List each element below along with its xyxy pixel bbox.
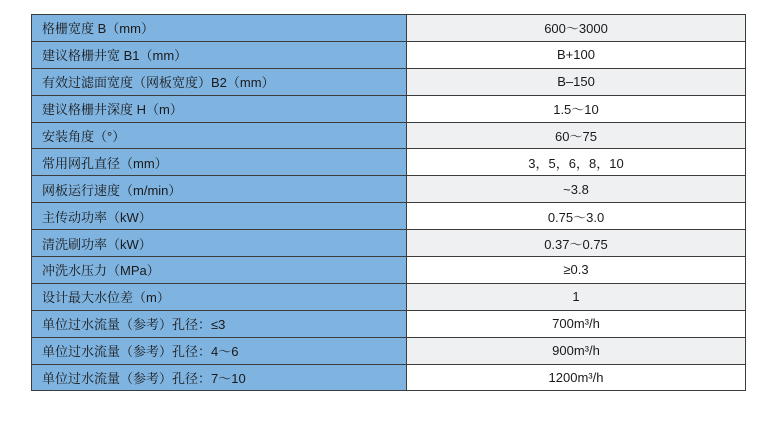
param-value: ~3.8 [407,176,746,203]
param-value: 900m³/h [407,337,746,364]
param-label: 单位过水流量（参考）孔径：≤3 [32,310,407,337]
param-value: 0.37～0.75 [407,230,746,257]
param-label: 常用网孔直径（mm） [32,149,407,176]
param-value: ≥0.3 [407,257,746,284]
param-label: 单位过水流量（参考）孔径：4～6 [32,337,407,364]
param-label: 主传动功率（kW） [32,203,407,230]
param-value: 600～3000 [407,15,746,42]
table-row [32,203,746,230]
table-row [32,149,746,176]
param-label: 单位过水流量（参考）孔径：7～10 [32,364,407,391]
param-value: 700m³/h [407,310,746,337]
param-value: 3，5，6，8，10 [407,149,746,176]
param-value: 1200m³/h [407,364,746,391]
table-row [32,310,746,337]
table-row [32,176,746,203]
param-value: B–150 [407,68,746,95]
param-value: B+100 [407,41,746,68]
table-row [32,15,746,42]
table-row [32,337,746,364]
table-row [32,68,746,95]
table-row [32,257,746,284]
table-row [32,122,746,149]
table-row [32,364,746,391]
param-label: 建议格栅井宽 B1（mm） [32,41,407,68]
param-label: 设计最大水位差（m） [32,283,407,310]
param-value: 1 [407,283,746,310]
param-value: 0.75～3.0 [407,203,746,230]
param-label: 安装角度（°） [32,122,407,149]
param-label: 冲洗水压力（MPa） [32,257,407,284]
table-row [32,230,746,257]
param-label: 有效过滤面宽度（网板宽度）B2（mm） [32,68,407,95]
param-label: 建议格栅井深度 H（m） [32,95,407,122]
table-row [32,41,746,68]
spec-table [31,14,746,391]
param-label: 网板运行速度（m/min） [32,176,407,203]
param-value: 60～75 [407,122,746,149]
table-row [32,283,746,310]
param-value: 1.5～10 [407,95,746,122]
table-row [32,95,746,122]
param-label: 清洗刷功率（kW） [32,230,407,257]
param-label: 格栅宽度 B（mm） [32,15,407,42]
